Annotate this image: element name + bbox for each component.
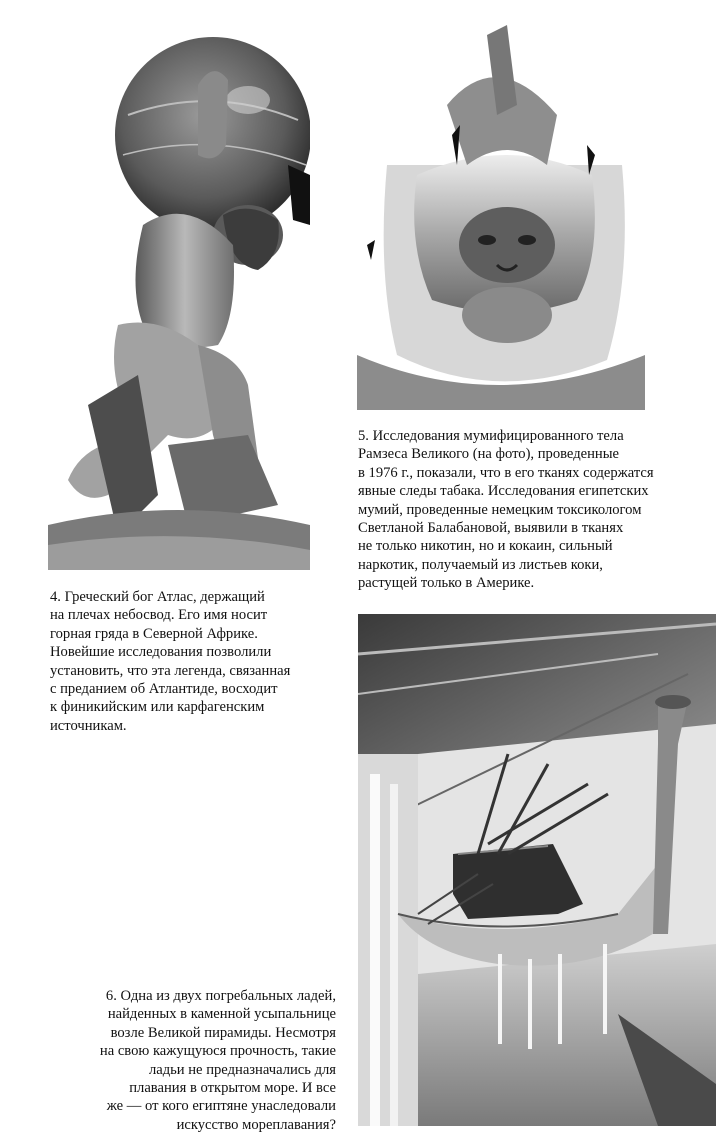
figure-6-caption: 6. Одна из двух погребальных ладей, найденных в каменной усыпальнице возле Великой пирамиды. Несмотря на свою кажущуюся прочность, такие ладьи не предназначались для плавания в открытом море. И все же — от кого египтяне унаследовали искусство мореплавания? [99, 988, 336, 1133]
figure-4-caption: 4. Греческий бог Атлас, держащий на плечах небосвод. Его имя носит горная гряда в Северной Африке. Новейшие исследования позволили установить, что эта легенда, связанная с преданием об Атлантиде, восходит к финикийским или карфагенским источникам. [50, 589, 291, 734]
figure-5-caption: 5. Исследования мумифицированного тела Рамзеса Великого (на фото), проведенные в 1976 г., показали, что в его тканях содержатся явные следы табака. Исследования египетских мумий, проведенные немецким токсикологом Светланой Балабановой, выявили в тканях не только никотин, но и кокаин, сильный наркотик, получаемый из листьев коки, растущей только в Америке. [358, 428, 654, 592]
ramses-mummy-photo [357, 25, 645, 410]
funerary-boat-photo [358, 614, 716, 1126]
atlas-statue-photo [48, 25, 310, 570]
